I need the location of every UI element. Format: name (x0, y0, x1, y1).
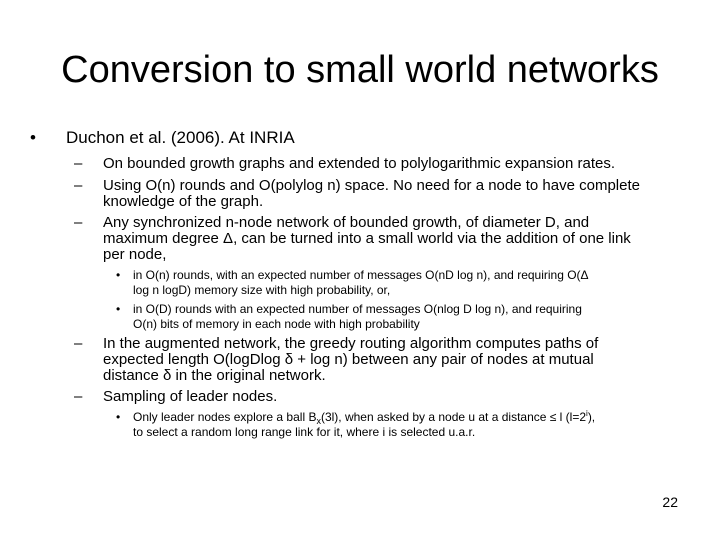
slide-title: Conversion to small world networks (61, 49, 659, 91)
dash-marker: – (74, 214, 83, 231)
sub-bullet-line: distance δ in the original network. (103, 367, 326, 384)
small-bullet-marker: • (116, 302, 121, 316)
detail-line (133, 410, 595, 424)
sub-bullet-line: On bounded growth graphs and extended to polylogarithmic expansion rates. (103, 155, 615, 172)
sub-bullet-line: knowledge of the graph. (103, 193, 264, 210)
sub-bullet-line: per node, (103, 246, 167, 263)
page-number: 22 (662, 494, 678, 510)
detail-line: in O(D) rounds with an expected number of messages O(nlog D log n), and requiring (133, 302, 582, 316)
dash-marker: – (74, 335, 83, 352)
sub-bullet-line: Any synchronized n-node network of bounded growth, of diameter D, and (103, 214, 590, 231)
sub-bullet-line: Sampling of leader nodes. (103, 388, 278, 405)
sub-bullet-line: In the augmented network, the greedy routing algorithm computes paths of (103, 335, 599, 352)
detail-line: O(n) bits of memory in each node with high probability (133, 317, 420, 331)
dash-marker: – (74, 177, 83, 194)
sub-bullet-line: maximum degree Δ, can be turned into a small world via the addition of one link (103, 230, 631, 247)
sub-bullet-line: expected length O(logDlog δ + log n) between any pair of nodes at mutual (103, 351, 594, 368)
small-bullet-marker: • (116, 410, 121, 424)
subscript: x (316, 416, 321, 426)
sub-bullet-line: Using O(n) rounds and O(polylog n) space. No need for a node to have complete (103, 177, 640, 194)
bullet-marker: • (30, 128, 36, 147)
dash-marker: – (74, 388, 83, 405)
detail-line: to select a random long range link for it, where i is selected u.a.r. (133, 425, 476, 439)
detail-text: Only leader nodes explore a ball B (133, 410, 317, 424)
detail-text: (3l), when asked by a node u at a distance ≤ l (l=2 (320, 410, 587, 424)
detail-text: ), (587, 410, 596, 424)
bullet-text-duchon: Duchon et al. (2006). At INRIA (66, 128, 295, 147)
detail-line: in O(n) rounds, with an expected number of messages O(nD log n), and requiring O(Δ (133, 268, 589, 282)
small-bullet-marker: • (116, 268, 121, 282)
dash-marker: – (74, 155, 83, 172)
superscript: i (586, 409, 588, 418)
detail-line: log n logD) memory size with high probability, or, (133, 283, 391, 297)
